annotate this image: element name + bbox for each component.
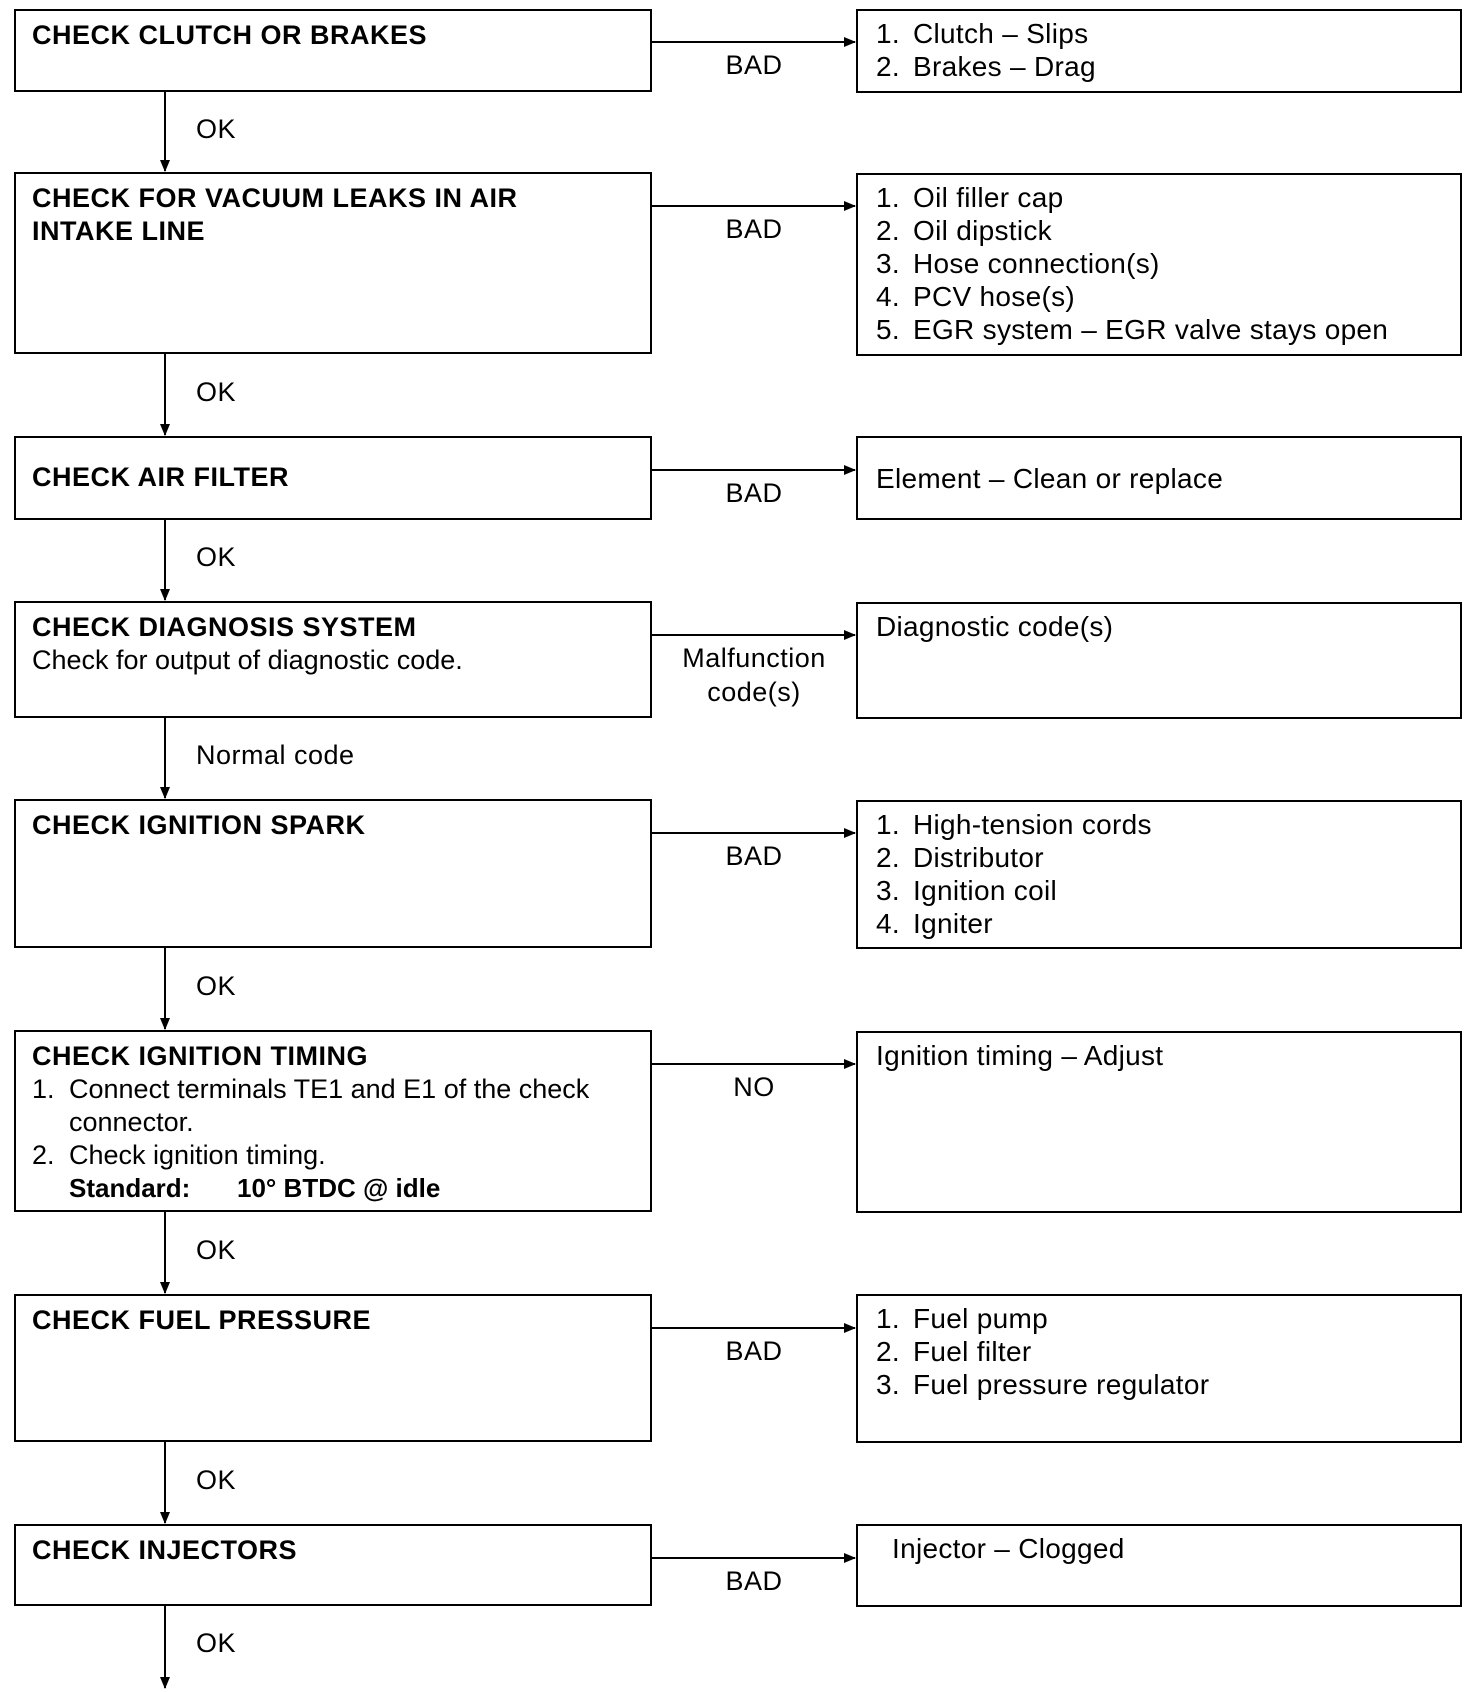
step-title-line-1: CHECK FOR VACUUM LEAKS IN AIR: [32, 183, 518, 213]
step-title: CHECK FUEL PRESSURE: [32, 1305, 372, 1335]
check-ignition-spark-box: [14, 799, 652, 948]
step-title: CHECK IGNITION SPARK: [32, 810, 366, 840]
list-item: 4. Igniter: [876, 908, 993, 939]
result-fuel-pressure-box: [856, 1294, 1462, 1443]
down-label: OK: [196, 114, 237, 144]
list-item: 1. Clutch – Slips: [876, 18, 1089, 49]
result-ignition-timing-box: [856, 1031, 1462, 1213]
step-title: CHECK INJECTORS: [32, 1535, 298, 1565]
step-title: CHECK AIR FILTER: [32, 462, 289, 492]
down-label: OK: [196, 542, 237, 572]
branch-label: BAD: [725, 214, 783, 244]
list-item: 3. Hose connection(s): [876, 248, 1160, 279]
branch-label: BAD: [725, 50, 783, 80]
list-item: 1. High-tension cords: [876, 809, 1152, 840]
down-label: OK: [196, 971, 237, 1001]
branch-label: BAD: [725, 478, 783, 508]
result-air-filter-box: [856, 436, 1462, 520]
list-item: 3. Ignition coil: [876, 875, 1057, 906]
step-description: Check for output of diagnostic code.: [32, 645, 463, 675]
list-item: 4. PCV hose(s): [876, 281, 1076, 312]
list-item: 1. Connect terminals TE1 and E1 of the check connector.: [32, 1074, 590, 1137]
down-label: OK: [196, 1465, 237, 1495]
branch-label: BAD: [725, 1336, 783, 1366]
result-text: Injector – Clogged: [892, 1533, 1125, 1564]
step-title-line-2: INTAKE LINE: [32, 216, 205, 246]
standard-spec: Standard: 10° BTDC @ idle: [69, 1173, 441, 1203]
result-injectors-box: [856, 1524, 1462, 1607]
branch-label-line-2: code(s): [707, 677, 801, 707]
branch-label: NO: [733, 1072, 775, 1102]
result-vacuum-leaks-box: [856, 173, 1462, 356]
list-item: 5. EGR system – EGR valve stays open: [876, 314, 1389, 345]
down-label: OK: [196, 1628, 237, 1658]
check-injectors-box: [14, 1524, 652, 1606]
check-clutch-brakes-box: [14, 9, 652, 92]
result-ignition-spark-box: [856, 800, 1462, 949]
result-text: Diagnostic code(s): [876, 611, 1114, 642]
result-diagnostic-code-box: [856, 602, 1462, 719]
list-item: 2. Oil dipstick: [876, 215, 1052, 246]
branch-label: BAD: [725, 841, 783, 871]
branch-label-line-1: Malfunction: [682, 643, 826, 673]
down-label: Normal code: [196, 740, 355, 770]
check-diagnosis-system-box: [14, 601, 652, 718]
branch-label: BAD: [725, 1566, 783, 1596]
check-fuel-pressure-box: [14, 1294, 652, 1442]
check-air-filter-box: [14, 436, 652, 520]
step-title: CHECK IGNITION TIMING: [32, 1041, 368, 1071]
check-vacuum-leaks-box: [14, 172, 652, 354]
result-text: Ignition timing – Adjust: [876, 1040, 1164, 1071]
list-item: 1. Fuel pump: [876, 1303, 1048, 1334]
result-clutch-brakes-box: [856, 9, 1462, 93]
down-label: OK: [196, 377, 237, 407]
list-item: 2. Fuel filter: [876, 1336, 1032, 1367]
list-item: 2. Check ignition timing.: [32, 1140, 326, 1170]
result-text: Element – Clean or replace: [876, 463, 1224, 494]
step-title: CHECK DIAGNOSIS SYSTEM: [32, 612, 417, 642]
list-item: 1. Oil filler cap: [876, 182, 1064, 213]
list-item: 2. Brakes – Drag: [876, 51, 1096, 82]
check-ignition-timing-box: [14, 1030, 652, 1212]
list-item: 2. Distributor: [876, 842, 1044, 873]
list-item: 3. Fuel pressure regulator: [876, 1369, 1210, 1400]
step-title: CHECK CLUTCH OR BRAKES: [32, 20, 427, 50]
down-label: OK: [196, 1235, 237, 1265]
